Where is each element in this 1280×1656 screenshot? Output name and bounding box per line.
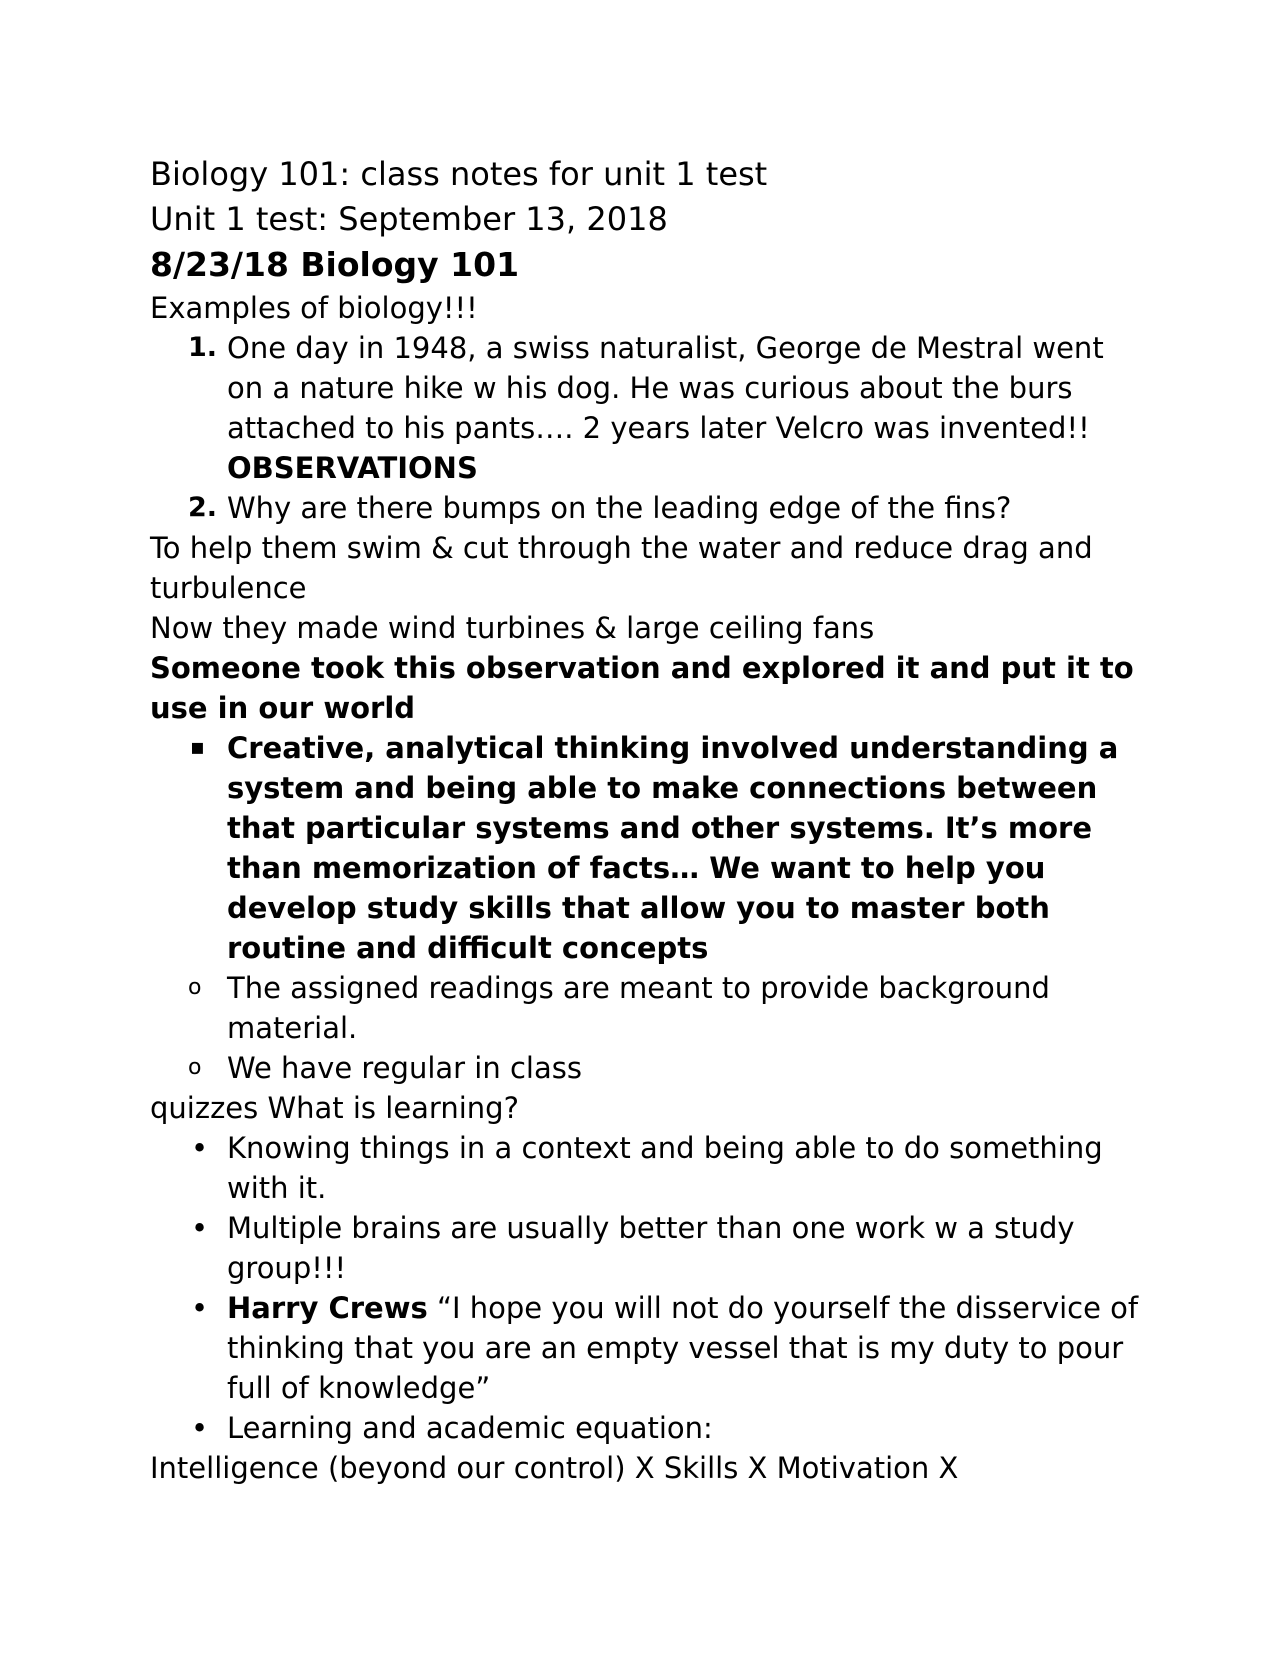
section-heading: 8/23/18 Biology 101: [150, 245, 520, 284]
dot-bullet-icon: •: [191, 1291, 209, 1325]
numbered-item: [150, 328, 1140, 488]
circle-bullet-icon: o: [188, 975, 202, 1000]
list-item-bold-text: OBSERVATIONS: [227, 451, 478, 485]
list-item-text: The assigned readings are meant to provide background material.: [227, 971, 1050, 1045]
dot-bullet-item: [150, 1208, 1140, 1288]
bold-paragraph: Someone took this observation and explored it and put it to use in our world: [150, 651, 1134, 725]
square-bullet-icon: ▪: [190, 735, 205, 760]
circle-bullet-item: [150, 1048, 1140, 1088]
dot-bullet-icon: •: [191, 1211, 209, 1245]
list-item-text: Learning and academic equation:: [227, 1411, 713, 1445]
dot-bullet-icon: •: [191, 1411, 209, 1445]
list-item-text: Creative, analytical thinking involved understanding a system and being able to make connections between that particular systems and other systems. It’s more than memorization of facts… We want to help you develop study skills that allow you to master both routine and difficult concepts: [227, 731, 1119, 965]
dot-bullet-item: [150, 1288, 1140, 1408]
list-item-text: “I hope you will not do yourself the disservice of thinking that you are an empty vessel that is my duty to pour full of knowledge”: [227, 1291, 1139, 1405]
list-item-text: Knowing things in a context and being able to do something with it.: [227, 1131, 1103, 1205]
list-item-text: Multiple brains are usually better than one work w a study group!!!: [227, 1211, 1075, 1285]
dot-bullet-icon: •: [191, 1131, 209, 1165]
list-number: 1.: [188, 332, 218, 363]
numbered-item: [150, 488, 1140, 528]
intro-line: Examples of biology!!!: [150, 291, 478, 325]
square-bullet-item: [150, 728, 1140, 968]
list-item-text: We have regular in class: [227, 1051, 582, 1085]
paragraph: Intelligence (beyond our control) X Skills X Motivation X: [150, 1451, 959, 1485]
paragraph: Now they made wind turbines & large ceiling fans: [150, 611, 875, 645]
list-item-bold-text: Harry Crews: [227, 1291, 428, 1325]
list-item-text: One day in 1948, a swiss naturalist, George de Mestral went on a nature hike w his dog. He was curious about the burs attached to his pants…. 2 years later Velcro was invented!!: [227, 331, 1104, 445]
dot-bullet-item: [150, 1128, 1140, 1208]
list-item-text: Why are there bumps on the leading edge of the fins?: [227, 491, 1012, 525]
paragraph: To help them swim & cut through the water and reduce drag and turbulence: [150, 531, 1093, 605]
document-page: [150, 152, 1140, 1488]
document-title: Biology 101: class notes for unit 1 test Unit 1 test: September 13, 2018: [150, 155, 768, 238]
dot-bullet-item: [150, 1408, 1140, 1448]
paragraph: quizzes What is learning?: [150, 1091, 519, 1125]
list-number: 2.: [188, 492, 218, 523]
circle-bullet-icon: o: [188, 1055, 202, 1080]
circle-bullet-item: [150, 968, 1140, 1048]
